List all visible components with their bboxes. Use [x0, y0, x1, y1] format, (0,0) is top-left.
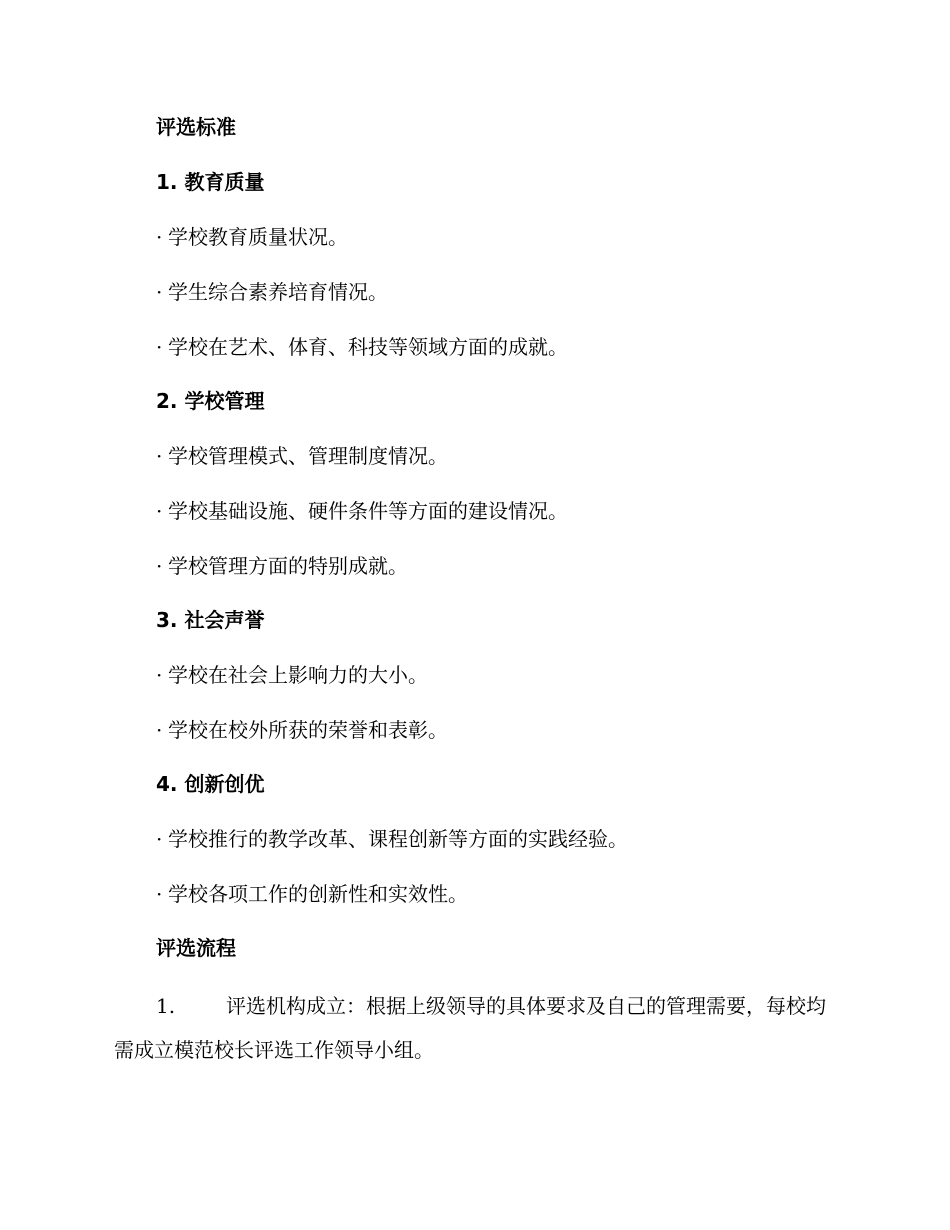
bullet-text: 学校推行的教学改革、课程创新等方面的实践经验。	[168, 827, 628, 851]
heading-education-quality: 1. 教育质量	[156, 170, 265, 194]
bullet-dot: ·	[156, 335, 163, 359]
bullet-item	[156, 717, 448, 743]
section-title-criteria: 评选标准	[156, 115, 236, 139]
bullet-text: 学生综合素养培育情况。	[168, 280, 388, 304]
bullet-text: 学校管理方面的特别成就。	[168, 554, 408, 578]
bullet-text: 学校基础设施、硬件条件等方面的建设情况。	[168, 499, 568, 523]
bullet-dot: ·	[156, 718, 163, 742]
bullet-item	[156, 553, 408, 579]
section-title-process: 评选流程	[156, 936, 236, 960]
bullet-dot: ·	[156, 663, 163, 687]
bullet-item	[156, 279, 388, 305]
bullet-item	[156, 498, 568, 524]
bullet-text: 学校在校外所获的荣誉和表彰。	[168, 718, 448, 742]
bullet-item	[156, 881, 468, 907]
bullet-dot: ·	[156, 827, 163, 851]
numbered-paragraph	[114, 984, 834, 1072]
heading-social-reputation: 3. 社会声誉	[156, 608, 265, 632]
bullet-text: 学校在艺术、体育、科技等领域方面的成就。	[168, 335, 568, 359]
bullet-item	[156, 826, 628, 852]
bullet-item	[156, 443, 448, 469]
bullet-text: 学校教育质量状况。	[168, 225, 348, 249]
heading-school-management: 2. 学校管理	[156, 389, 265, 413]
bullet-dot: ·	[156, 444, 163, 468]
bullet-item	[156, 662, 428, 688]
bullet-dot: ·	[156, 280, 163, 304]
bullet-dot: ·	[156, 882, 163, 906]
bullet-item	[156, 334, 568, 360]
bullet-dot: ·	[156, 554, 163, 578]
bullet-item	[156, 224, 348, 250]
bullet-dot: ·	[156, 499, 163, 523]
bullet-dot: ·	[156, 225, 163, 249]
paragraph-text: 评选机构成立：根据上级领导的具体要求及自己的管理需要，每校均需成立模范校长评选工作领导小组。	[114, 994, 826, 1062]
bullet-text: 学校各项工作的创新性和实效性。	[168, 882, 468, 906]
bullet-text: 学校管理模式、管理制度情况。	[168, 444, 448, 468]
paragraph-number: 1.	[156, 994, 176, 1018]
heading-innovation: 4. 创新创优	[156, 772, 265, 796]
bullet-text: 学校在社会上影响力的大小。	[168, 663, 428, 687]
